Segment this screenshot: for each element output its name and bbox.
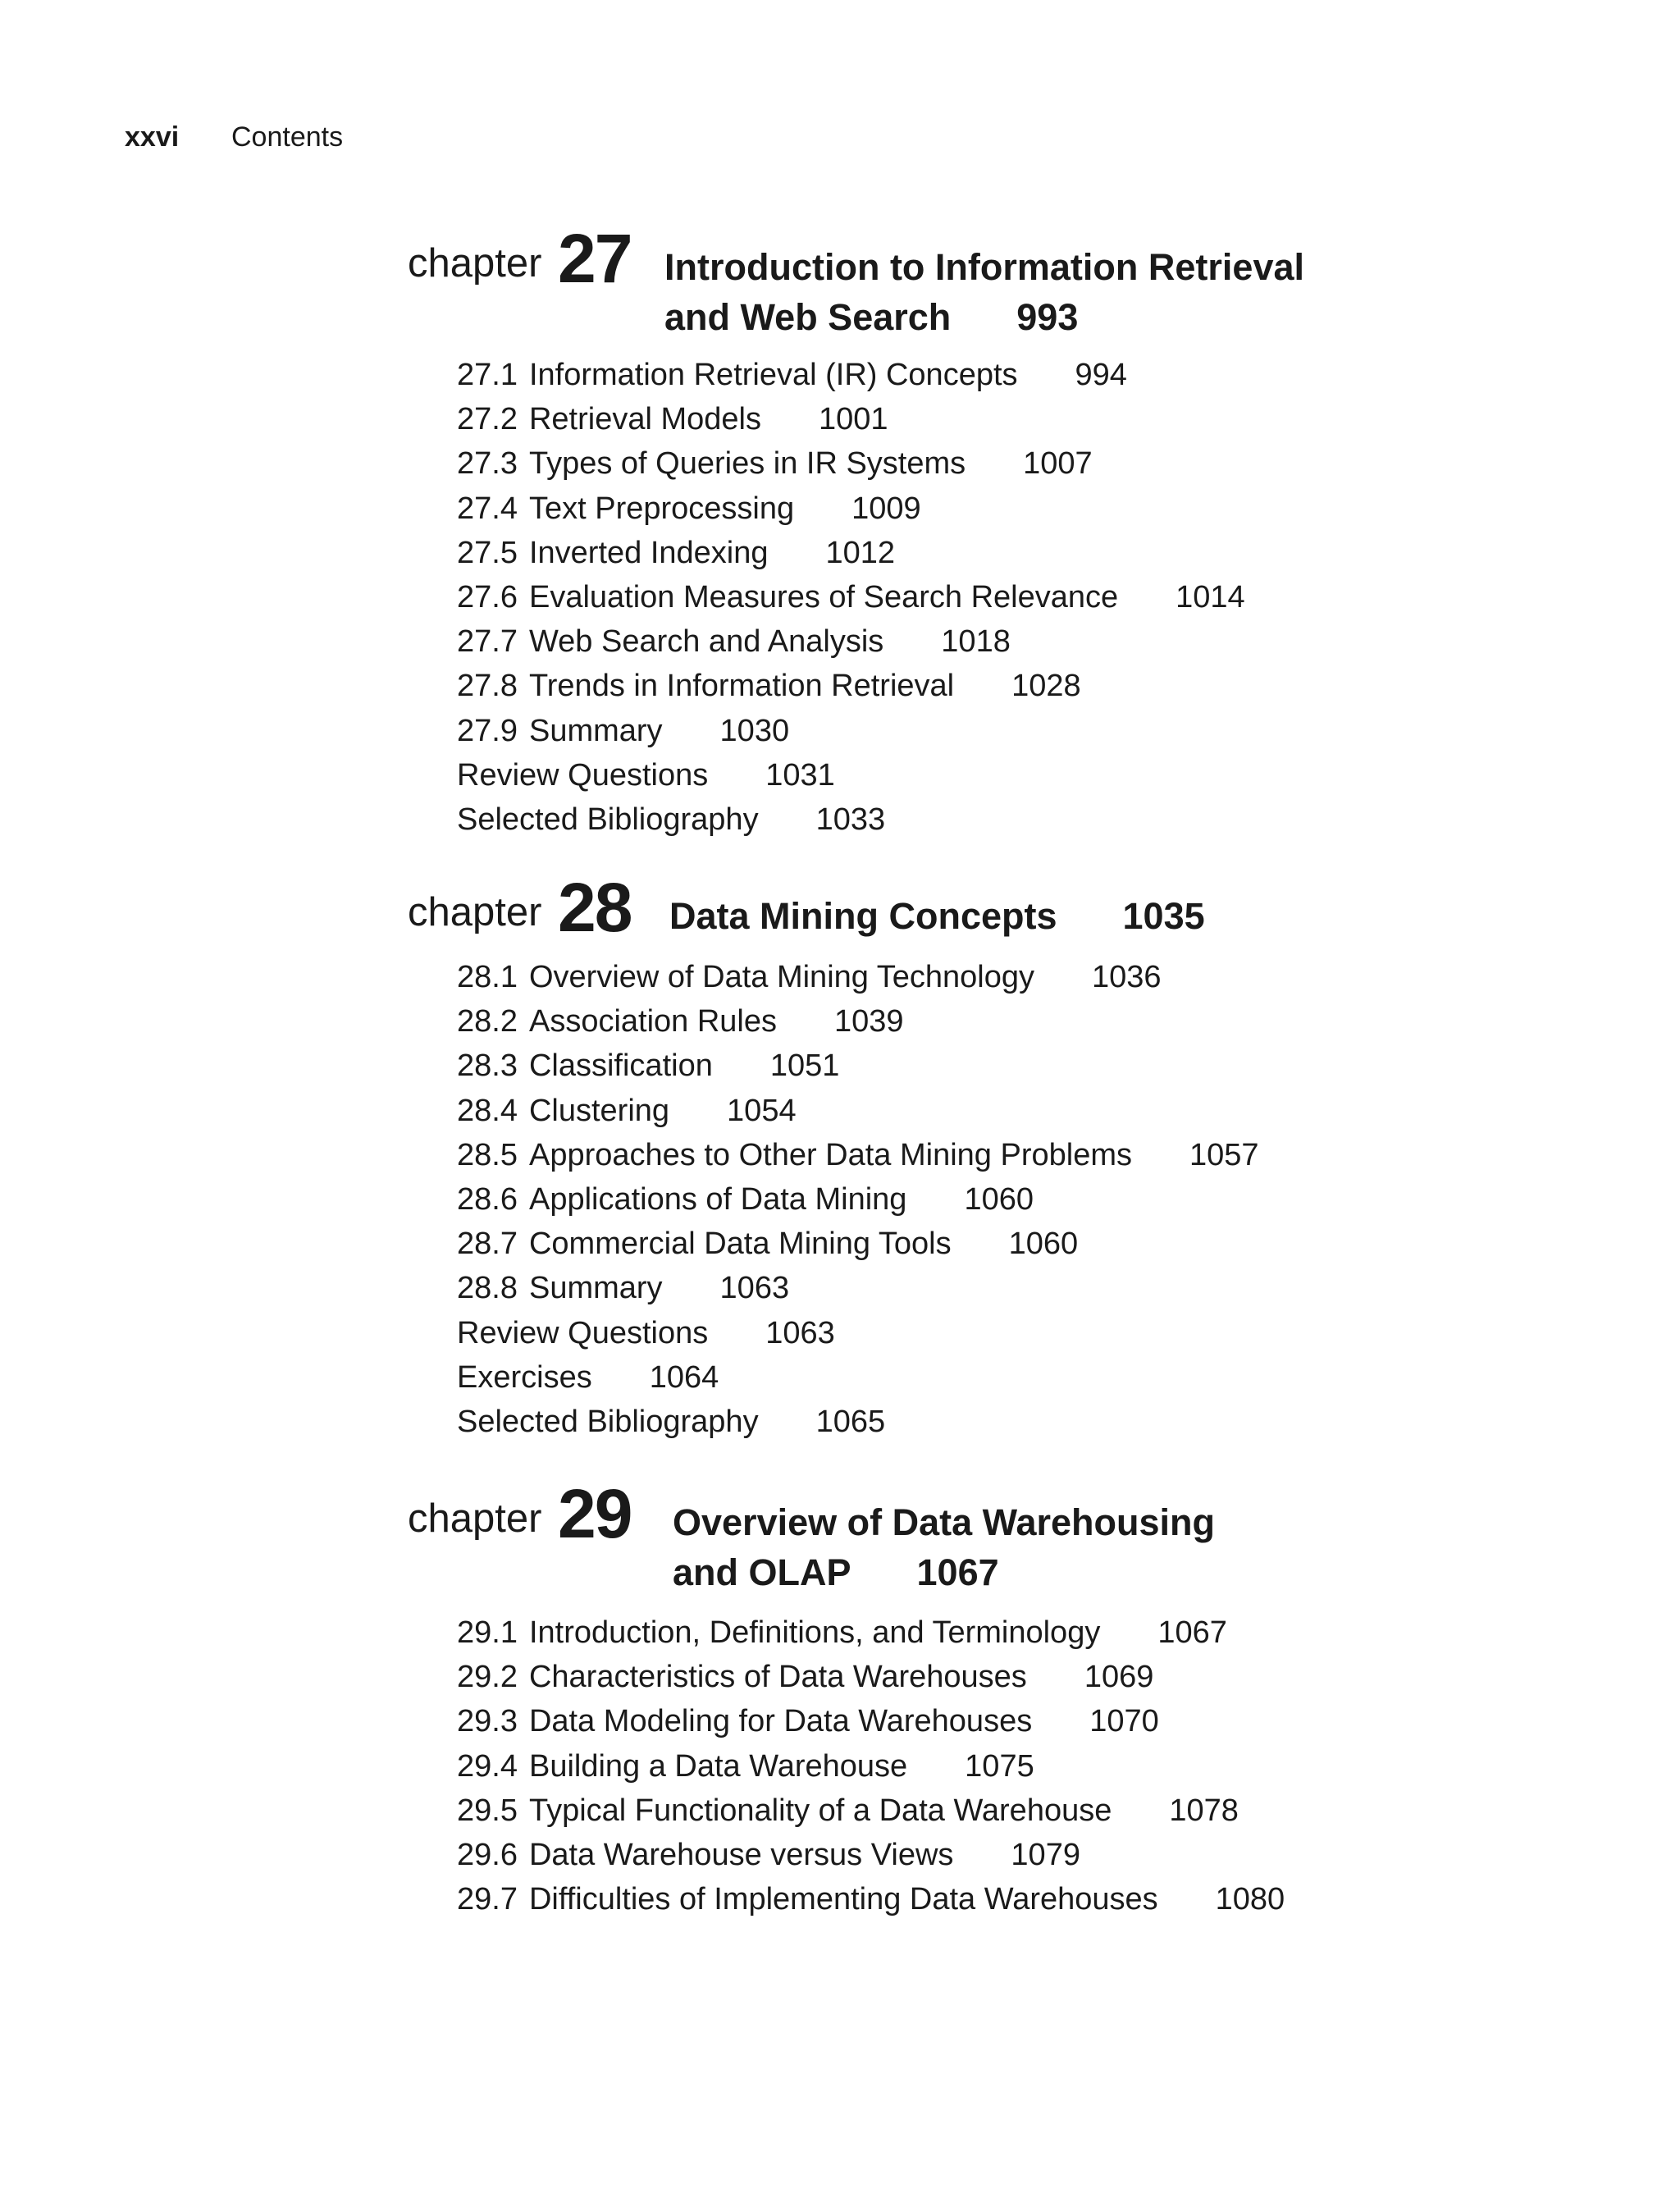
section-title: Commercial Data Mining Tools <box>528 1227 952 1262</box>
section-title: Exercises <box>457 1359 592 1395</box>
toc-entry[interactable] <box>457 1699 1285 1743</box>
section-number: 29.5 <box>457 1793 518 1828</box>
chapter-title[interactable] <box>669 891 1205 941</box>
section-page: 1060 <box>964 1181 1034 1217</box>
section-title: Inverted Indexing <box>528 535 769 570</box>
chapter-title-line: and Web Search <box>664 296 952 338</box>
toc-entry[interactable] <box>457 1222 1259 1266</box>
section-list <box>457 1610 1285 1921</box>
toc-entry[interactable] <box>457 1089 1259 1133</box>
section-page: 1069 <box>1084 1660 1154 1695</box>
section-title: Applications of Data Mining <box>528 1181 907 1217</box>
section-title: Text Preprocessing <box>528 491 795 526</box>
toc-entry[interactable] <box>457 1133 1259 1177</box>
section-page: 1009 <box>851 491 921 526</box>
section-title: Classification <box>528 1048 713 1084</box>
section-page: 1067 <box>1157 1615 1227 1650</box>
section-title: Difficulties of Implementing Data Warehouses <box>528 1882 1158 1917</box>
section-title: Summary <box>528 1271 663 1306</box>
section-number: 28.1 <box>457 960 518 994</box>
section-title: Review Questions <box>457 757 709 793</box>
section-number: 27.1 <box>457 358 518 392</box>
section-number: 27.9 <box>457 713 518 748</box>
section-page: 1063 <box>765 1315 835 1350</box>
section-title: Selected Bibliography <box>457 1404 759 1439</box>
chapter-page: 1035 <box>1122 895 1205 937</box>
section-title: Data Modeling for Data Warehouses <box>528 1704 1033 1739</box>
toc-entry[interactable] <box>457 1355 1259 1400</box>
chapter-page: 1067 <box>916 1551 999 1593</box>
section-title: Approaches to Other Data Mining Problems <box>528 1137 1132 1172</box>
section-page: 1012 <box>825 535 896 570</box>
section-page: 1054 <box>727 1093 797 1128</box>
toc-entry[interactable] <box>457 1044 1259 1088</box>
section-page: 1051 <box>769 1048 840 1084</box>
section-title: Association Rules <box>528 1004 778 1039</box>
toc-entry[interactable] <box>457 1789 1285 1833</box>
toc-entry[interactable] <box>457 1266 1259 1310</box>
section-title: Overview of Data Mining Technology <box>528 960 1035 994</box>
toc-entry[interactable] <box>457 1744 1285 1789</box>
toc-entry[interactable] <box>457 1655 1285 1699</box>
chapter-27 <box>408 220 1638 837</box>
toc-entry[interactable] <box>457 619 1245 664</box>
section-page: 1014 <box>1176 579 1245 614</box>
section-number: 29.2 <box>457 1660 518 1695</box>
section-page: 1039 <box>834 1004 904 1039</box>
toc-entry[interactable] <box>457 955 1259 999</box>
section-number: 29.6 <box>457 1837 518 1872</box>
section-page: 1030 <box>719 713 790 748</box>
section-number: 28.8 <box>457 1271 518 1306</box>
section-page: 1080 <box>1215 1882 1285 1917</box>
section-title: Information Retrieval (IR) Concepts <box>528 358 1018 392</box>
toc-entry[interactable] <box>457 1400 1259 1444</box>
section-page: 994 <box>1075 358 1127 392</box>
toc-entry[interactable] <box>457 575 1245 619</box>
toc-entry[interactable] <box>457 1877 1285 1921</box>
section-number: 27.5 <box>457 535 518 570</box>
section-page: 1018 <box>941 624 1011 660</box>
toc-entry[interactable] <box>457 1177 1259 1222</box>
section-number: 27.2 <box>457 402 518 437</box>
section-list <box>457 955 1259 1444</box>
section-number: 27.3 <box>457 446 518 482</box>
section-page: 1036 <box>1092 960 1162 994</box>
chapter-heading <box>408 869 1638 946</box>
chapter-29 <box>408 1475 1638 1917</box>
section-title: Trends in Information Retrieval <box>528 669 955 704</box>
section-page: 1057 <box>1189 1137 1259 1172</box>
section-page: 1078 <box>1169 1793 1239 1828</box>
section-page: 1063 <box>719 1271 790 1306</box>
chapter-title-line: Data Mining Concepts <box>669 895 1057 937</box>
toc-entry[interactable] <box>457 709 1245 753</box>
chapter-number: 27 <box>558 220 632 297</box>
chapter-heading <box>408 220 1638 338</box>
running-head <box>125 116 343 158</box>
section-title: Clustering <box>528 1093 670 1128</box>
section-title: Typical Functionality of a Data Warehouse <box>528 1793 1112 1828</box>
chapter-label: chapter <box>408 890 542 934</box>
section-number: 29.4 <box>457 1748 518 1784</box>
page-number: xxvi <box>125 121 180 153</box>
section-number: 28.6 <box>457 1181 518 1217</box>
section-title: Introduction, Definitions, and Terminology <box>528 1615 1101 1650</box>
section-page: 1075 <box>965 1748 1034 1784</box>
toc-entry[interactable] <box>457 487 1245 531</box>
chapter-page: 993 <box>1016 296 1079 338</box>
section-page: 1065 <box>815 1404 886 1439</box>
section-number: 28.7 <box>457 1227 518 1262</box>
chapter-title[interactable] <box>673 1497 1215 1597</box>
section-page: 1007 <box>1023 446 1093 482</box>
section-title: Building a Data Warehouse <box>528 1748 908 1784</box>
section-page: 1060 <box>1008 1227 1079 1262</box>
chapter-label: chapter <box>408 1496 542 1541</box>
section-number: 27.4 <box>457 491 518 526</box>
toc-entry[interactable] <box>457 999 1259 1044</box>
section-list <box>457 353 1245 842</box>
section-number: 27.7 <box>457 624 518 660</box>
section-title: Web Search and Analysis <box>528 624 884 660</box>
toc-entry[interactable] <box>457 1311 1259 1355</box>
section-title: Characteristics of Data Warehouses <box>528 1660 1027 1695</box>
toc-entry[interactable] <box>457 397 1245 441</box>
section-title: Data Warehouse versus Views <box>528 1837 954 1872</box>
section-number: 28.2 <box>457 1004 518 1039</box>
section-page: 1031 <box>765 757 835 793</box>
toc-entry[interactable] <box>457 353 1245 397</box>
toc-entry[interactable] <box>457 1833 1285 1877</box>
section-number: 27.6 <box>457 579 518 614</box>
section-title: Review Questions <box>457 1315 709 1350</box>
chapter-number: 29 <box>558 1475 632 1552</box>
chapter-number: 28 <box>558 869 632 946</box>
chapter-title-line: and OLAP <box>673 1551 851 1593</box>
section-number: 28.3 <box>457 1048 518 1084</box>
section-page: 1064 <box>649 1359 719 1395</box>
chapter-title-line: Overview of Data Warehousing <box>673 1501 1215 1543</box>
toc-entry[interactable] <box>457 531 1245 575</box>
section-page: 1001 <box>818 402 888 437</box>
toc-entry[interactable] <box>457 797 1245 842</box>
section-page: 1033 <box>815 802 886 837</box>
section-number: 29.1 <box>457 1615 518 1650</box>
chapter-heading <box>408 1475 1638 1593</box>
toc-entry[interactable] <box>457 441 1245 486</box>
section-number: 28.4 <box>457 1093 518 1128</box>
running-head-title: Contents <box>231 121 344 153</box>
toc-entry[interactable] <box>457 1610 1285 1655</box>
section-title: Selected Bibliography <box>457 802 759 837</box>
section-number: 29.3 <box>457 1704 518 1739</box>
chapter-label: chapter <box>408 241 542 286</box>
chapter-28 <box>408 869 1638 1439</box>
section-title: Retrieval Models <box>528 402 761 437</box>
section-number: 29.7 <box>457 1882 518 1917</box>
section-title: Evaluation Measures of Search Relevance <box>528 579 1119 614</box>
section-page: 1028 <box>1011 669 1081 704</box>
section-page: 1079 <box>1011 1837 1080 1872</box>
chapter-title-line: Introduction to Information Retrieval <box>664 246 1305 288</box>
section-number: 27.8 <box>457 669 518 704</box>
section-page: 1070 <box>1089 1704 1159 1739</box>
section-title: Types of Queries in IR Systems <box>528 446 966 482</box>
toc-entry[interactable] <box>457 664 1245 708</box>
chapter-title[interactable] <box>664 242 1304 342</box>
toc-entry[interactable] <box>457 753 1245 797</box>
section-number: 28.5 <box>457 1137 518 1172</box>
section-title: Summary <box>528 713 663 748</box>
